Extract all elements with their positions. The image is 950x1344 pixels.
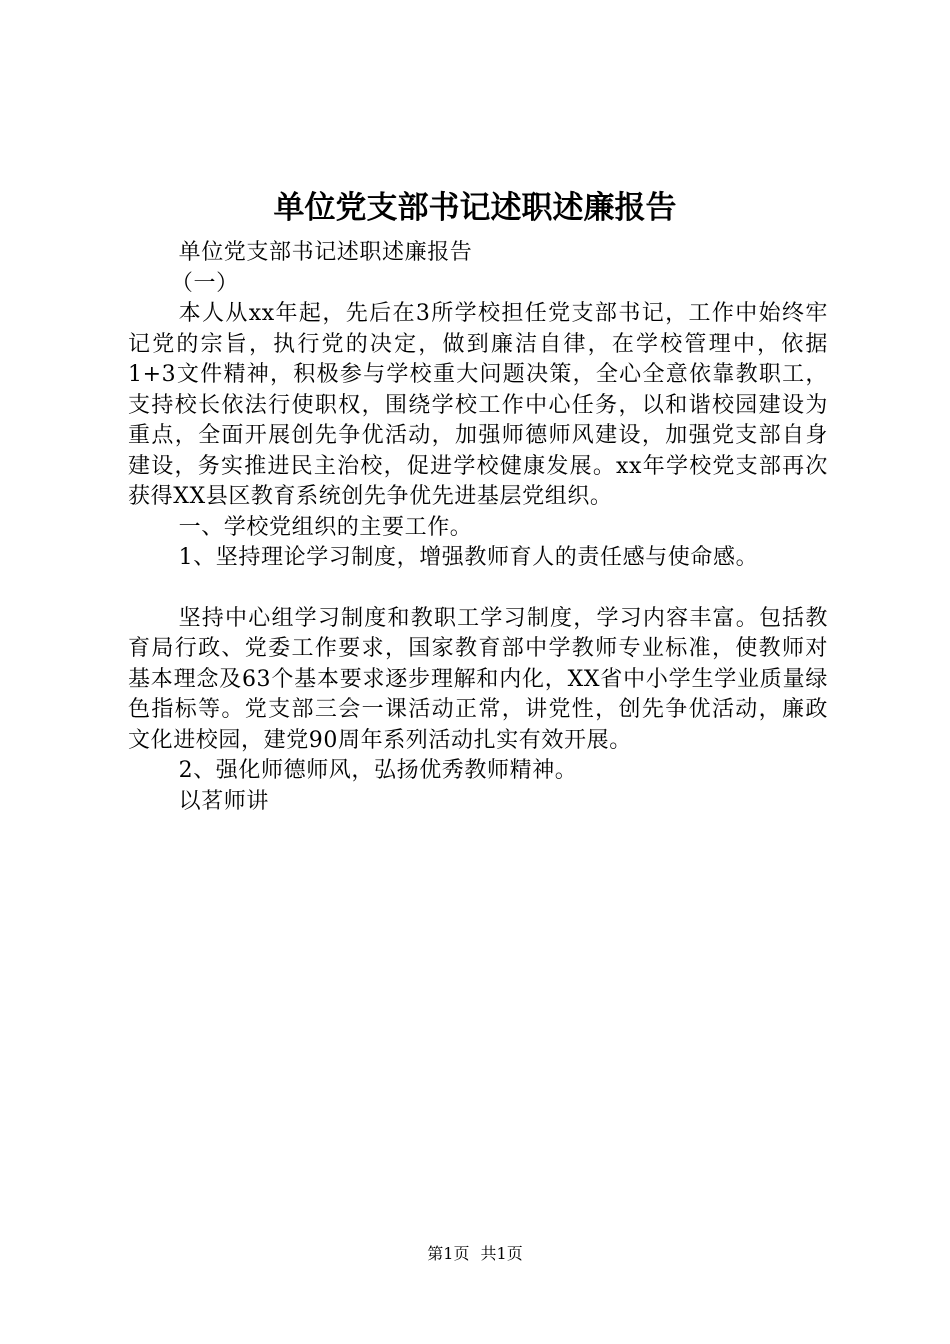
paragraph-intro: 本人从xx年起，先后在3所学校担任党支部书记，工作中始终牢记党的宗旨，执行党的决定，做到廉洁自律，在学校管理中，依据1+3文件精神，积极参与学校重大问题决策，全心全意依靠教职工，支持校长依法行使职权，围绕学校工作中心任务，以和谐校园建设为重点，全面开展创先争优活动，加强师德师风建设，加强党支部自身建设，务实推进民主治校，促进学校健康发展。xx年学校党支部再次获得XX县区教育系统创先争优先进基层党组织。 xyxy=(128,301,828,509)
paragraph-study-content: 坚持中心组学习制度和教职工学习制度，学习内容丰富。包括教育局行政、党委工作要求，国家教育部中学教师专业标准，使教师对基本理念及63个基本要求逐步理解和内化，XX省中小学生学业质量绿色指标等。党支部三会一课活动正常，讲党性，创先争优活动，廉政文化进校园，建党90周年系列活动扎实有效开展。 xyxy=(128,605,828,753)
heading-teacher-ethics: 2、强化师德师风，弘扬优秀教师精神。 xyxy=(178,758,578,783)
document-title: 单位党支部书记述职述廉报告 xyxy=(273,190,677,226)
paragraph-truncated: 以茗师讲 xyxy=(178,788,269,814)
paragraph-spacer xyxy=(128,574,828,604)
heading-main-work: 一、学校党组织的主要工作。 xyxy=(178,514,473,540)
document-body xyxy=(128,238,828,817)
document-subtitle: 单位党支部书记述职述廉报告 xyxy=(178,240,473,265)
section-marker: （一） xyxy=(170,270,239,296)
heading-study-system: 1、坚持理论学习制度，增强教师育人的责任感与使命感。 xyxy=(178,545,759,570)
page-number: 第1页 xyxy=(427,1244,470,1263)
page-footer xyxy=(0,1242,950,1266)
page-total: 共1页 xyxy=(480,1244,523,1263)
